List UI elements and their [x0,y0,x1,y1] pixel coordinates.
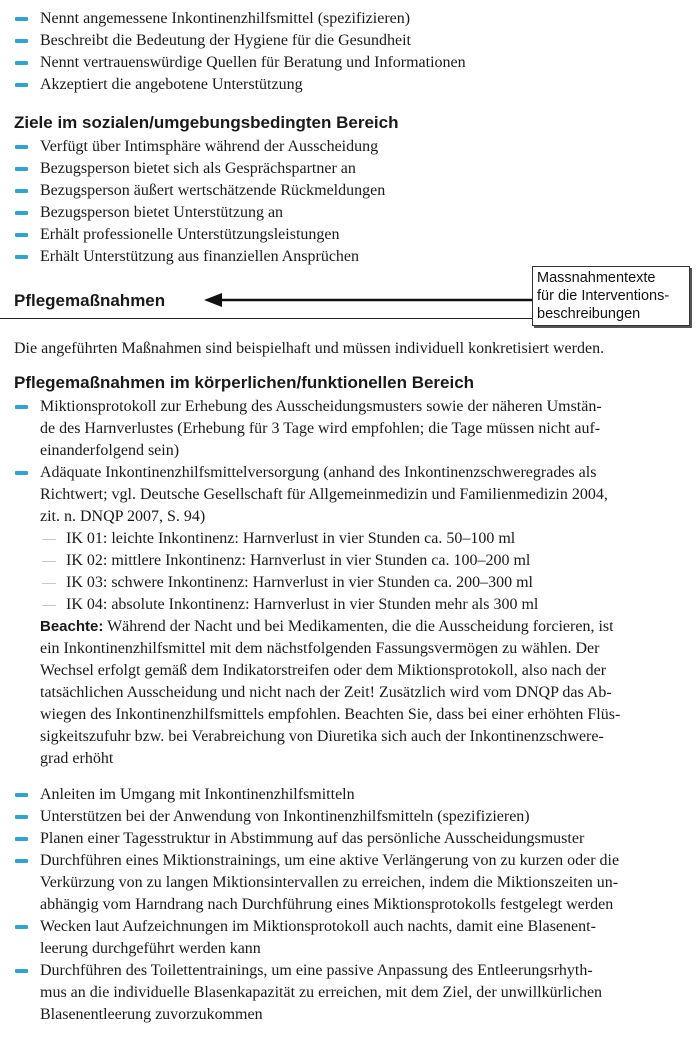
list-item: Miktionsprotokoll zur Erhebung des Ausscheidungsmusters sowie der näheren Umstän- de des Harnverlustes (Erhebung für 3 Tage wird empfohlen; die Tage müssen nicht auf- einanderfolgend sein) [14,396,674,462]
bullet-dash-icon [15,969,28,973]
section-heading-social-goals: Ziele im sozialen/umgebungsbedingten Bereich [14,113,399,132]
bullet-dash-icon [15,925,28,929]
bullet-dash-icon [15,793,28,797]
bullet-dash-icon [15,167,28,171]
bullet-dash-icon [15,83,28,87]
list-item: Planen einer Tagesstruktur in Abstimmung auf das persönliche Ausscheidungsmuster [14,828,674,850]
list-item: Durchführen eines Miktionstrainings, um eine aktive Verlängerung von zu kurzen oder die Verkürzung von zu langen Miktionsintervallen zu erreichen, indem die Miktionszeiten un- abhängig vom Harndrang nach Durchführung eines Miktionsprotokolls festgelegt werden [14,850,674,916]
sub-list-item: IK 02: mittlere Inkontinenz: Harnverlust in vier Stunden ca. 100–200 ml [40,550,674,572]
sub-list-item: IK 01: leichte Inkontinenz: Harnverlust in vier Stunden ca. 50–100 ml [40,528,674,550]
bullet-dash-icon [15,39,28,43]
note-label: Beachte: [40,618,104,635]
document-page [14,8,674,1026]
list-item: Bezugsperson bietet sich als Gesprächspartner an [14,158,674,180]
annotation-arrow-icon [202,282,532,322]
bullet-dash-icon [15,859,28,863]
sub-bullet-dash-icon [42,605,56,606]
bullet-dash-icon [15,211,28,215]
measures-heading-row [14,270,674,326]
sub-list-item: IK 03: schwere Inkontinenz: Harnverlust in vier Stunden ca. 200–300 ml [40,572,674,594]
list-item: Nennt angemessene Inkontinenzhilfsmittel (spezifizieren) [14,8,674,30]
sub-bullet-dash-icon [42,583,56,584]
list-item: Bezugsperson äußert wertschätzende Rückmeldungen [14,180,674,202]
section-heading-physical-measures: Pflegemaßnahmen im körperlichen/funktionellen Bereich [14,373,475,392]
annotation-callout: Massnahmentexte für die Interventions- beschreibungen [532,266,690,326]
sub-bullet-dash-icon [42,561,56,562]
bullet-dash-icon [15,255,28,259]
list-item: Nennt vertrauenswürdige Quellen für Beratung und Informationen [14,52,674,74]
social-goals-list [14,136,674,268]
list-item: Akzeptiert die angebotene Unterstützung [14,74,674,96]
bullet-dash-icon [15,61,28,65]
bullet-dash-icon [15,233,28,237]
list-item: Verfügt über Intimsphäre während der Ausscheidung [14,136,674,158]
physical-measures-list [14,396,674,1026]
bullet-dash-icon [15,837,28,841]
measures-intro: Die angeführten Maßnahmen sind beispielhaft und müssen individuell konkretisiert werden. [14,340,605,357]
incontinence-levels-list [40,528,674,616]
list-item: Erhält Unterstützung aus finanziellen Ansprüchen [14,246,674,268]
goals-list-continued [14,8,674,96]
list-item: Durchführen des Toilettentrainings, um eine passive Anpassung des Entleerungsrhyth- mus an die individuelle Blasenkapazität zu erreichen, mit dem Ziel, der unwillkürlichen Blasenentleerung zuvorzukommen [14,960,674,1026]
list-item: Wecken laut Aufzeichnungen im Miktionsprotokoll auch nachts, damit eine Blasenent- leerung durchgeführt werden kann [14,916,674,960]
list-item: Anleiten im Umgang mit Inkontinenzhilfsmitteln [14,784,674,806]
bullet-dash-icon [15,145,28,149]
list-item: Unterstützen bei der Anwendung von Inkontinenzhilfsmitteln (spezifizieren) [14,806,674,828]
list-item: Beschreibt die Bedeutung der Hygiene für die Gesundheit [14,30,674,52]
list-item: Erhält professionelle Unterstützungsleistungen [14,224,674,246]
bullet-dash-icon [15,815,28,819]
sub-bullet-dash-icon [42,539,56,540]
note-paragraph: Beachte: Während der Nacht und bei Medikamenten, die die Ausscheidung forcieren, ist ein Inkontinenzhilfsmittel mit dem nächstfolgenden Fassungsvermögen zu wählen. Der Wechsel erfolgt gemäß dem Indikatorstreifen oder dem Miktionsprotokoll, also nach der tatsächlichen Ausscheidung und nicht nach der Zeit! Zusätzlich wird vom DNQP das Ab- wiegen des Inkontinenzhilfsmittels empfohlen. Beachten Sie, dass bei einer erhöhten Flüs- sigkeitszufuhr bzw. bei Verabreichung von Diuretika sich auch der Inkontinenzschwere- grad erhöht [40,618,621,767]
bullet-dash-icon [15,189,28,193]
section-heading-care-measures: Pflegemaßnahmen [14,291,166,310]
sub-list-item: IK 04: absolute Inkontinenz: Harnverlust in vier Stunden mehr als 300 ml [40,594,674,616]
list-item: Adäquate Inkontinenzhilfsmittelversorgung (anhand des Inkontinenzschweregrades als Richtwert; vgl. Deutsche Gesellschaft für Allgemeinmedizin und Familienmedizin 2004, zit. n. DNQP 2007, S. 94) IK 01: leichte Inkontinenz: Harnverlust in vier Stunden ca. 50–100 ml IK 02: mittlere Inkontinenz: Harnverlust in vier Stunden ca. 100–200 ml IK 03: schwere Inkontinenz: Harnverlust in vier Stunden ca. 200–300 ml IK 04: absolute Inkontinenz: Harnverlust in vier Stunden mehr als 300 ml Beachte: Während der Nacht und bei Medikamenten, die die Ausscheidung forcieren, ist ein Inkontinenzhilfsmittel mit dem nächstfolgenden Fassungsvermögen zu wählen. Der Wechsel erfolgt gemäß dem Indikatorstreifen oder dem Miktionsprotokoll, also nach der tatsächlichen Ausscheidung und nicht nach der Zeit! Zusätzlich wird vom DNQP das Ab- wiegen des Inkontinenzhilfsmittels empfohlen. Beachten Sie, dass bei einer erhöhten Flüs- sigkeitszufuhr bzw. bei Verabreichung von Diuretika sich auch der Inkontinenzschwere- grad erhöht [14,462,674,784]
bullet-dash-icon [15,471,28,475]
list-item: Bezugsperson bietet Unterstützung an [14,202,674,224]
bullet-dash-icon [15,405,28,409]
bullet-dash-icon [15,17,28,21]
